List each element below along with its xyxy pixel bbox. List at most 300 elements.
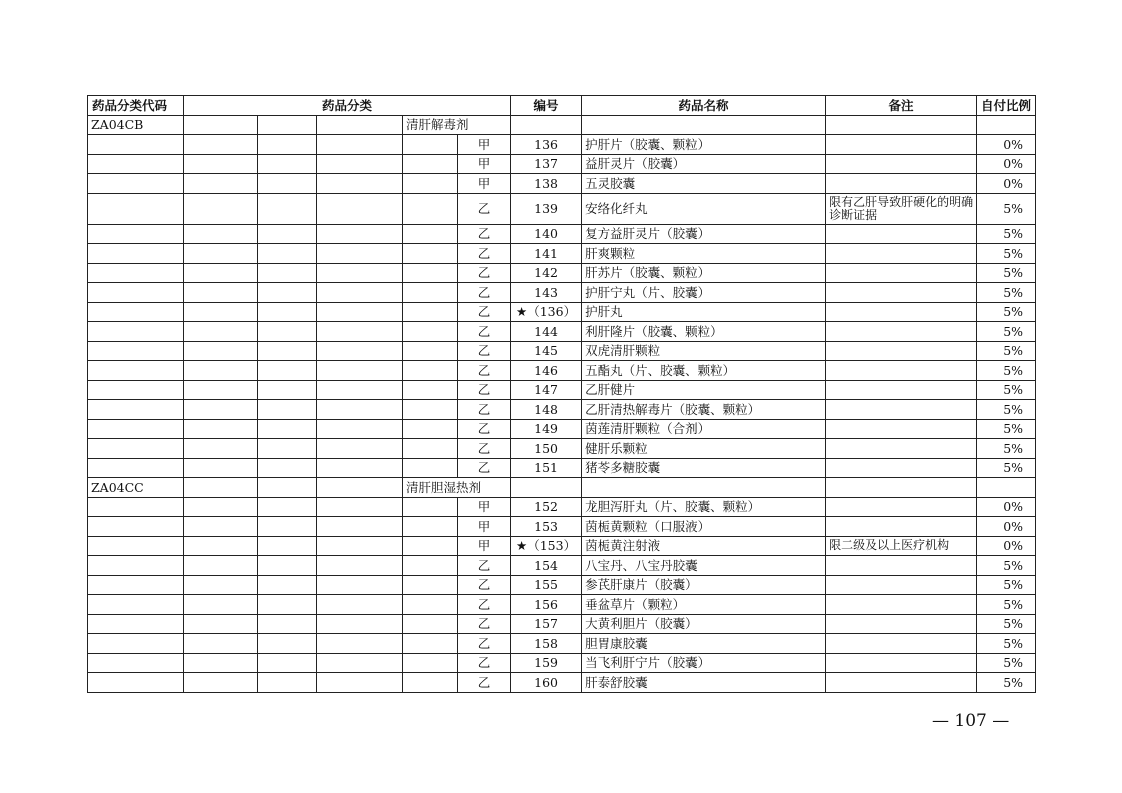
note-cell <box>826 283 977 303</box>
empty-cell <box>258 244 317 264</box>
number-cell: 137 <box>511 154 582 174</box>
grade-cell: 乙 <box>458 595 511 615</box>
ratio-cell: 0% <box>977 497 1036 517</box>
empty-cell <box>258 322 317 342</box>
grade-cell: 甲 <box>458 174 511 194</box>
table-row <box>88 419 1036 439</box>
note-cell <box>826 595 977 615</box>
empty-cell <box>88 361 184 381</box>
empty-cell <box>184 556 258 576</box>
empty-cell <box>184 575 258 595</box>
number-cell: ★（153） <box>511 536 582 556</box>
empty-cell <box>184 614 258 634</box>
drug-name-cell: 胆胃康胶囊 <box>582 634 826 654</box>
drug-name-cell: 茵栀黄注射液 <box>582 536 826 556</box>
note-cell <box>826 517 977 537</box>
grade-cell: 乙 <box>458 244 511 264</box>
empty-cell <box>258 193 317 224</box>
drug-name-cell: 龙胆泻肝丸（片、胶囊、颗粒） <box>582 497 826 517</box>
number-cell: 152 <box>511 497 582 517</box>
number-cell: 157 <box>511 614 582 634</box>
empty-cell <box>88 614 184 634</box>
empty-cell <box>403 302 458 322</box>
table-row <box>88 400 1036 420</box>
empty-cell <box>317 419 403 439</box>
note-cell <box>826 341 977 361</box>
empty-cell <box>88 224 184 244</box>
grade-cell: 乙 <box>458 224 511 244</box>
empty-cell <box>184 283 258 303</box>
ratio-cell: 5% <box>977 283 1036 303</box>
empty-cell <box>258 458 317 478</box>
empty-cell <box>258 361 317 381</box>
ratio-cell: 0% <box>977 517 1036 537</box>
empty-cell <box>184 135 258 155</box>
empty-cell <box>184 322 258 342</box>
number-cell: 155 <box>511 575 582 595</box>
drug-name-cell: 益肝灵片（胶囊） <box>582 154 826 174</box>
empty-cell <box>184 458 258 478</box>
empty-cell <box>258 400 317 420</box>
empty-cell <box>403 653 458 673</box>
note-cell <box>826 135 977 155</box>
empty-cell <box>403 575 458 595</box>
grade-cell: 乙 <box>458 283 511 303</box>
grade-cell: 甲 <box>458 517 511 537</box>
empty-cell <box>258 135 317 155</box>
empty-cell <box>317 478 403 498</box>
drug-name-cell: 垂盆草片（颗粒） <box>582 595 826 615</box>
empty-cell <box>184 263 258 283</box>
table-row <box>88 244 1036 264</box>
empty-cell <box>258 419 317 439</box>
grade-cell: 乙 <box>458 673 511 693</box>
empty-cell <box>184 536 258 556</box>
table-row <box>88 283 1036 303</box>
section-code: ZA04CC <box>88 478 184 498</box>
grade-cell: 乙 <box>458 634 511 654</box>
table-row <box>88 497 1036 517</box>
number-cell: 154 <box>511 556 582 576</box>
table-row <box>88 193 1036 224</box>
ratio-cell: 5% <box>977 361 1036 381</box>
table-row <box>88 653 1036 673</box>
empty-cell <box>88 595 184 615</box>
drug-catalog-table <box>87 95 1036 693</box>
empty-cell <box>317 497 403 517</box>
note-cell <box>826 174 977 194</box>
grade-cell: 乙 <box>458 193 511 224</box>
empty-cell <box>258 556 317 576</box>
drug-name-cell: 利肝隆片（胶囊、颗粒） <box>582 322 826 342</box>
ratio-cell: 0% <box>977 135 1036 155</box>
empty-cell <box>403 419 458 439</box>
grade-cell: 乙 <box>458 575 511 595</box>
drug-name-cell: 五灵胶囊 <box>582 174 826 194</box>
empty-cell <box>403 380 458 400</box>
number-cell: 158 <box>511 634 582 654</box>
drug-name-cell: 肝泰舒胶囊 <box>582 673 826 693</box>
section-category: 清肝胆湿热剂 <box>403 478 511 498</box>
empty-cell <box>184 400 258 420</box>
grade-cell: 乙 <box>458 556 511 576</box>
number-cell: 147 <box>511 380 582 400</box>
empty-cell <box>88 380 184 400</box>
note-cell <box>826 263 977 283</box>
empty-cell <box>317 224 403 244</box>
number-cell: 146 <box>511 361 582 381</box>
empty-cell <box>184 154 258 174</box>
number-cell: 136 <box>511 135 582 155</box>
number-cell: 159 <box>511 653 582 673</box>
note-cell <box>826 224 977 244</box>
note-cell: 限二级及以上医疗机构 <box>826 536 977 556</box>
grade-cell: 乙 <box>458 614 511 634</box>
table-row <box>88 634 1036 654</box>
empty-cell <box>258 439 317 459</box>
empty-cell <box>88 302 184 322</box>
header-note: 备注 <box>826 96 977 116</box>
empty-cell <box>317 115 403 135</box>
empty-cell <box>88 135 184 155</box>
ratio-cell: 5% <box>977 673 1036 693</box>
ratio-cell: 5% <box>977 341 1036 361</box>
empty-cell <box>88 400 184 420</box>
empty-cell <box>258 634 317 654</box>
empty-cell <box>184 244 258 264</box>
empty-cell <box>184 497 258 517</box>
table-row <box>88 154 1036 174</box>
empty-cell <box>88 263 184 283</box>
ratio-cell: 5% <box>977 419 1036 439</box>
table-row <box>88 536 1036 556</box>
empty-cell <box>184 380 258 400</box>
empty-cell <box>317 595 403 615</box>
empty-cell <box>403 536 458 556</box>
empty-cell <box>88 244 184 264</box>
empty-cell <box>403 614 458 634</box>
grade-cell: 乙 <box>458 439 511 459</box>
empty-cell <box>403 283 458 303</box>
drug-name-cell: 乙肝清热解毒片（胶囊、颗粒） <box>582 400 826 420</box>
grade-cell: 乙 <box>458 653 511 673</box>
empty-cell <box>258 174 317 194</box>
empty-cell <box>184 115 258 135</box>
note-cell <box>826 673 977 693</box>
empty-cell <box>88 458 184 478</box>
empty-cell <box>88 419 184 439</box>
empty-cell <box>184 302 258 322</box>
empty-cell <box>317 302 403 322</box>
number-cell: 144 <box>511 322 582 342</box>
empty-cell <box>403 556 458 576</box>
empty-cell <box>88 653 184 673</box>
note-cell <box>826 419 977 439</box>
note-cell <box>826 575 977 595</box>
ratio-cell: 5% <box>977 556 1036 576</box>
empty-cell <box>403 244 458 264</box>
table-row <box>88 556 1036 576</box>
empty-cell <box>403 135 458 155</box>
note-cell <box>826 322 977 342</box>
number-cell: 139 <box>511 193 582 224</box>
table-row <box>88 673 1036 693</box>
number-cell: 141 <box>511 244 582 264</box>
drug-name-cell: 大黄利胆片（胶囊） <box>582 614 826 634</box>
empty-cell <box>184 595 258 615</box>
ratio-cell: 5% <box>977 380 1036 400</box>
ratio-cell: 5% <box>977 634 1036 654</box>
note-cell <box>826 653 977 673</box>
section-row <box>88 478 1036 498</box>
empty-cell <box>317 263 403 283</box>
empty-cell <box>403 224 458 244</box>
grade-cell: 乙 <box>458 419 511 439</box>
empty-cell <box>403 497 458 517</box>
grade-cell: 乙 <box>458 341 511 361</box>
empty-cell <box>258 283 317 303</box>
empty-cell <box>511 478 582 498</box>
empty-cell <box>403 361 458 381</box>
empty-cell <box>88 193 184 224</box>
drug-name-cell: 乙肝健片 <box>582 380 826 400</box>
grade-cell: 乙 <box>458 380 511 400</box>
empty-cell <box>826 478 977 498</box>
empty-cell <box>317 341 403 361</box>
number-cell: 143 <box>511 283 582 303</box>
number-cell: 151 <box>511 458 582 478</box>
empty-cell <box>184 193 258 224</box>
note-cell <box>826 556 977 576</box>
empty-cell <box>317 634 403 654</box>
note-cell <box>826 400 977 420</box>
ratio-cell: 0% <box>977 536 1036 556</box>
empty-cell <box>258 341 317 361</box>
empty-cell <box>258 380 317 400</box>
empty-cell <box>403 673 458 693</box>
empty-cell <box>403 595 458 615</box>
drug-name-cell: 双虎清肝颗粒 <box>582 341 826 361</box>
empty-cell <box>317 154 403 174</box>
number-cell: 140 <box>511 224 582 244</box>
empty-cell <box>403 322 458 342</box>
empty-cell <box>317 575 403 595</box>
drug-name-cell: 八宝丹、八宝丹胶囊 <box>582 556 826 576</box>
note-cell <box>826 439 977 459</box>
empty-cell <box>258 595 317 615</box>
grade-cell: 乙 <box>458 458 511 478</box>
header-category: 药品分类 <box>184 96 511 116</box>
drug-name-cell: 肝苏片（胶囊、颗粒） <box>582 263 826 283</box>
empty-cell <box>826 115 977 135</box>
drug-name-cell: 五酯丸（片、胶囊、颗粒） <box>582 361 826 381</box>
empty-cell <box>403 174 458 194</box>
empty-cell <box>88 673 184 693</box>
empty-cell <box>258 478 317 498</box>
ratio-cell: 5% <box>977 458 1036 478</box>
empty-cell <box>258 115 317 135</box>
drug-name-cell: 复方益肝灵片（胶囊） <box>582 224 826 244</box>
note-cell <box>826 244 977 264</box>
empty-cell <box>317 322 403 342</box>
empty-cell <box>317 135 403 155</box>
grade-cell: 甲 <box>458 154 511 174</box>
empty-cell <box>184 673 258 693</box>
empty-cell <box>403 154 458 174</box>
empty-cell <box>258 614 317 634</box>
empty-cell <box>184 653 258 673</box>
empty-cell <box>258 154 317 174</box>
section-code: ZA04CB <box>88 115 184 135</box>
empty-cell <box>88 154 184 174</box>
empty-cell <box>317 556 403 576</box>
grade-cell: 甲 <box>458 497 511 517</box>
empty-cell <box>184 361 258 381</box>
table-row <box>88 224 1036 244</box>
header-row <box>88 96 1036 116</box>
empty-cell <box>88 536 184 556</box>
grade-cell: 乙 <box>458 263 511 283</box>
empty-cell <box>184 517 258 537</box>
empty-cell <box>977 115 1036 135</box>
empty-cell <box>582 478 826 498</box>
page-number: — 107 — <box>932 711 1010 731</box>
table-row <box>88 614 1036 634</box>
empty-cell <box>317 361 403 381</box>
table-row <box>88 263 1036 283</box>
note-cell <box>826 361 977 381</box>
empty-cell <box>184 341 258 361</box>
table-row <box>88 439 1036 459</box>
empty-cell <box>184 634 258 654</box>
ratio-cell: 5% <box>977 595 1036 615</box>
drug-name-cell: 参芪肝康片（胶囊） <box>582 575 826 595</box>
empty-cell <box>317 517 403 537</box>
ratio-cell: 5% <box>977 302 1036 322</box>
header-code: 药品分类代码 <box>88 96 184 116</box>
table-row <box>88 595 1036 615</box>
empty-cell <box>317 244 403 264</box>
number-cell: 150 <box>511 439 582 459</box>
empty-cell <box>317 283 403 303</box>
drug-name-cell: 茵莲清肝颗粒（合剂） <box>582 419 826 439</box>
note-cell <box>826 614 977 634</box>
note-cell <box>826 634 977 654</box>
empty-cell <box>258 263 317 283</box>
empty-cell <box>184 478 258 498</box>
empty-cell <box>977 478 1036 498</box>
grade-cell: 乙 <box>458 302 511 322</box>
empty-cell <box>317 458 403 478</box>
table-row <box>88 174 1036 194</box>
drug-name-cell: 当飞利肝宁片（胶囊） <box>582 653 826 673</box>
empty-cell <box>317 653 403 673</box>
ratio-cell: 5% <box>977 575 1036 595</box>
empty-cell <box>317 439 403 459</box>
number-cell: 153 <box>511 517 582 537</box>
empty-cell <box>317 536 403 556</box>
empty-cell <box>317 193 403 224</box>
empty-cell <box>184 419 258 439</box>
empty-cell <box>88 556 184 576</box>
empty-cell <box>258 536 317 556</box>
table-row <box>88 135 1036 155</box>
grade-cell: 乙 <box>458 322 511 342</box>
table-row <box>88 361 1036 381</box>
empty-cell <box>403 400 458 420</box>
grade-cell: 乙 <box>458 361 511 381</box>
empty-cell <box>184 224 258 244</box>
empty-cell <box>88 497 184 517</box>
ratio-cell: 5% <box>977 322 1036 342</box>
drug-name-cell: 猪苓多糖胶囊 <box>582 458 826 478</box>
drug-name-cell: 肝爽颗粒 <box>582 244 826 264</box>
ratio-cell: 5% <box>977 439 1036 459</box>
ratio-cell: 5% <box>977 614 1036 634</box>
drug-name-cell: 护肝丸 <box>582 302 826 322</box>
table-row <box>88 302 1036 322</box>
note-cell <box>826 380 977 400</box>
empty-cell <box>582 115 826 135</box>
empty-cell <box>88 439 184 459</box>
empty-cell <box>403 634 458 654</box>
header-name: 药品名称 <box>582 96 826 116</box>
section-row <box>88 115 1036 135</box>
number-cell: 160 <box>511 673 582 693</box>
empty-cell <box>184 439 258 459</box>
ratio-cell: 5% <box>977 263 1036 283</box>
empty-cell <box>258 224 317 244</box>
empty-cell <box>317 380 403 400</box>
empty-cell <box>258 302 317 322</box>
note-cell <box>826 154 977 174</box>
number-cell: 142 <box>511 263 582 283</box>
number-cell: 156 <box>511 595 582 615</box>
drug-name-cell: 护肝宁丸（片、胶囊） <box>582 283 826 303</box>
grade-cell: 乙 <box>458 400 511 420</box>
drug-name-cell: 安络化纤丸 <box>582 193 826 224</box>
empty-cell <box>317 614 403 634</box>
ratio-cell: 5% <box>977 244 1036 264</box>
header-ratio: 自付比例 <box>977 96 1036 116</box>
empty-cell <box>403 263 458 283</box>
empty-cell <box>88 634 184 654</box>
empty-cell <box>88 575 184 595</box>
note-cell <box>826 302 977 322</box>
table-row <box>88 341 1036 361</box>
number-cell: 149 <box>511 419 582 439</box>
ratio-cell: 5% <box>977 193 1036 224</box>
empty-cell <box>317 174 403 194</box>
number-cell: 138 <box>511 174 582 194</box>
ratio-cell: 5% <box>977 400 1036 420</box>
empty-cell <box>258 575 317 595</box>
table-row <box>88 380 1036 400</box>
number-cell: 145 <box>511 341 582 361</box>
note-cell <box>826 497 977 517</box>
ratio-cell: 5% <box>977 224 1036 244</box>
drug-name-cell: 茵栀黄颗粒（口服液） <box>582 517 826 537</box>
empty-cell <box>184 174 258 194</box>
empty-cell <box>88 174 184 194</box>
empty-cell <box>88 517 184 537</box>
table-row <box>88 575 1036 595</box>
ratio-cell: 0% <box>977 174 1036 194</box>
empty-cell <box>258 497 317 517</box>
grade-cell: 甲 <box>458 135 511 155</box>
empty-cell <box>317 673 403 693</box>
number-cell: ★（136） <box>511 302 582 322</box>
